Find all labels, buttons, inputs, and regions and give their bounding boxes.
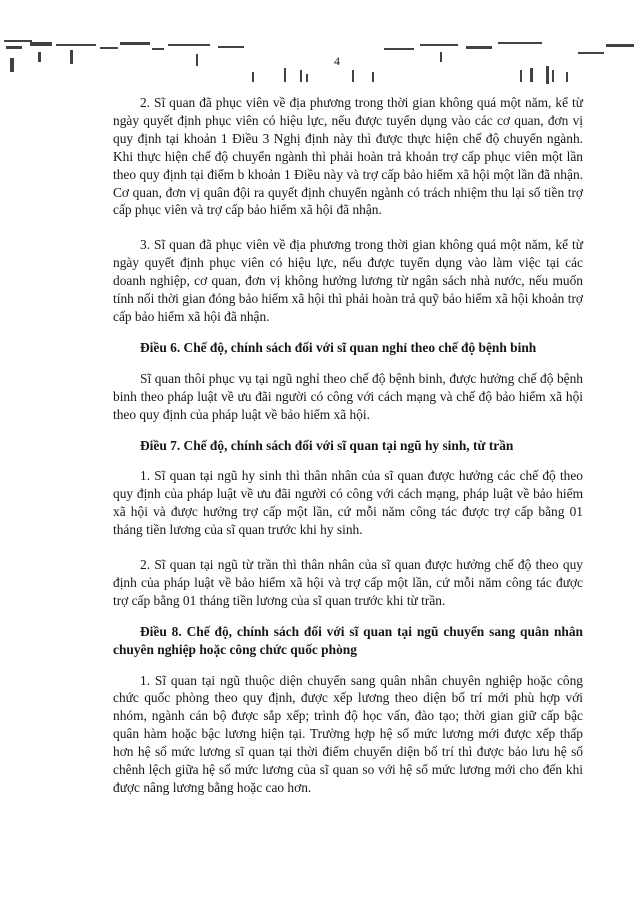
article-8-heading: Điều 8. Chế độ, chính sách đối với sĩ quan tại ngũ chuyển sang quân nhân chuyên nghiệp hoặc công chức quốc phòng xyxy=(113,623,583,657)
article-6-paragraph: Sĩ quan thôi phục vụ tại ngũ nghỉ theo chế độ bệnh binh, được hưởng chế độ bệnh binh theo pháp luật về ưu đãi người có công với cách mạng và chế độ bảo hiểm xã hội theo quy định của pháp luật về bảo hiểm xã hội. xyxy=(113,370,583,422)
document-body xyxy=(113,94,583,797)
scan-artifact-header xyxy=(0,0,640,92)
paragraph-3: 3. Sĩ quan đã phục viên về địa phương trong thời gian không quá một năm, kể từ ngày quyết định phục viên có hiệu lực, nếu được tuyển dụng vào làm việc tại các doanh nghiệp, cơ quan, đơn vị không hưởng lương từ ngân sách nhà nước, nếu muốn tính nối thời gian đóng bảo hiểm xã hội thì phải hoàn trả quỹ bảo hiểm xã hội khoản trợ cấp bảo hiểm xã hội đã nhận. xyxy=(113,237,583,324)
article-7-paragraph-2: 2. Sĩ quan tại ngũ từ trần thì thân nhân của sĩ quan được hưởng chế độ theo quy định của pháp luật về bảo hiểm xã hội và trợ cấp một lần, cứ mỗi năm công tác được trợ cấp bằng 01 tháng tiền lương của sĩ quan trước khi từ trần. xyxy=(113,557,583,608)
article-7-heading: Điều 7. Chế độ, chính sách đối với sĩ quan tại ngũ hy sinh, từ trần xyxy=(140,437,514,453)
article-8-paragraph-1: 1. Sĩ quan tại ngũ thuộc diện chuyển sang quân nhân chuyên nghiệp hoặc công chức quốc phòng theo quy định, được xếp lương theo diện bố trí mới phù hợp với nhóm, ngành cán bộ được sắp xếp; trình độ học vấn, đào tạo; thời gian giữ cấp bậc quân hàm hoặc bậc lương hiện tại. Trường hợp hệ số mức lương mới được xếp thấp hơn hệ số mức lương sĩ quan tại thời điểm chuyển diện bố trí thì được bảo lưu hệ số chênh lệch giữa hệ số mức lương của sĩ quan so với hệ số mức lương mới cho đến khi được nâng lương bằng hoặc cao hơn. xyxy=(113,672,583,795)
page-number: 4 xyxy=(334,54,340,68)
paragraph-2: 2. Sĩ quan đã phục viên về địa phương trong thời gian không quá một năm, kể từ ngày quyết định phục viên có hiệu lực, nếu được tuyển dụng vào các cơ quan, đơn vị quy định tại khoản 1 Điều 3 Nghị định này thì được thực hiện chế độ chuyển ngành. Khi thực hiện chế độ chuyển ngành thì phải hoàn trả khoản trợ cấp phục viên một lần theo quy định tại điểm b khoản 1 Điều này và trợ cấp bảo hiểm xã hội một lần đã nhận. Cơ quan, đơn vị quân đội ra quyết định chuyển ngành có trách nhiệm thu lại số tiền trợ cấp phục viên và trợ cấp bảo hiểm xã hội đã nhận. xyxy=(113,95,583,218)
article-7-paragraph-1: 1. Sĩ quan tại ngũ hy sinh thì thân nhân của sĩ quan được hưởng các chế độ theo quy định của pháp luật về ưu đãi người có công với cách mạng, pháp luật về bảo hiểm xã hội và được hưởng trợ cấp một lần, cứ mỗi năm công tác được trợ cấp bằng 01 tháng tiền lương của sĩ quan trước khi hy sinh. xyxy=(113,468,583,538)
article-6-heading: Điều 6. Chế độ, chính sách đối với sĩ quan nghỉ theo chế độ bệnh binh xyxy=(140,339,537,355)
